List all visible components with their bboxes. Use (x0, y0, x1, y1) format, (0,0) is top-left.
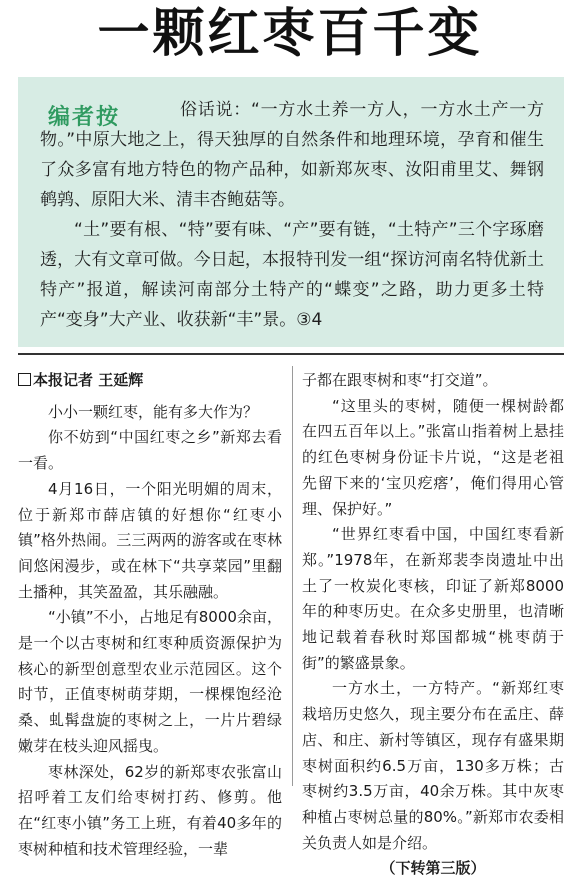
headline: 一颗红枣百千变 (97, 3, 483, 64)
column-rule (292, 366, 293, 786)
byline-box-icon (18, 373, 31, 386)
article-paragraph: “世界红枣看中国，中国红枣看新郑。”1978年，在新郑裴李岗遗址中出土了一枚炭化枣核，印证了新郑8000年的种枣历史。在众多史册里，也清晰地记载着春秋时郑国都城“桃枣荫于街”的繁盛景象。 (302, 525, 564, 672)
article-paragraph: “小镇”不小，占地足有8000余亩，是一个以古枣树和红枣种质资源保护为核心的新型创意型农业示范园区。这个时节，正值枣树萌芽期，一棵棵饱经沧桑、虬髯盘旋的枣树之上，一片片碧绿嫩芽在枝头迎风摇曳。 (18, 608, 282, 755)
editor-note-box (18, 77, 564, 347)
article-paragraph: “这里头的枣树，随便一棵树龄都在四五百年以上。”张富山指着树上悬挂的红色枣树身份证卡片说，“这是老祖先留下来的‘宝贝疙瘩’，俺们得用心管理、保护好。” (302, 396, 564, 518)
article-paragraph: 你不妨到“中国红枣之乡”新郑去看一看。 (18, 428, 282, 473)
continue-note: （下转第三版） (380, 859, 486, 878)
byline (18, 368, 282, 394)
article-column-left (18, 368, 282, 862)
editor-note-paragraph-2: “土”要有根、“特”要有味、“产”要有链，“土特产”三个字琢磨透，大有文章可做。今日起，本报特刊发一组“探访河南名特优新土特产”报道，解读河南部分土特产的“蝶变”之路，助力更多土特产“变身”大产业、收获新“丰”景。③4 (40, 220, 544, 330)
article-paragraph: 小小一颗红枣，能有多大作为？ (48, 402, 259, 421)
article-paragraph: 4月16日，一个阳光明媚的周末，位于新郑市薛店镇的好想你“红枣小镇”格外热闹。三三两两的游客或在枣林间悠闲漫步，或在林下“共享菜园”里翻土播种，其笑盈盈，其乐融融。 (18, 479, 282, 601)
byline-text: 本报记者 王延辉 (33, 371, 144, 389)
article-paragraph: 枣林深处，62岁的新郑枣农张富山招呼着工友们给枣树打药、修剪。他在“红枣小镇”务工上班，有着40多年的枣树种植和技术管理经验，一辈 (18, 762, 282, 858)
editor-note-paragraph-1: 俗话说：“一方水土养一方人，一方水土产一方物。”中原大地之上，得天独厚的自然条件和地理环境，孕育和催生了众多富有地方特色的物产品种，如新郑灰枣、汝阳甫里艾、舞钢鹌鹑、原阳大米、清丰杏鲍菇等。 (40, 100, 544, 210)
article-paragraph: 一方水土，一方特产。“新郑红枣栽培历史悠久，现主要分布在孟庄、薛店、和庄、新村等镇区，现存有盛果期枣树面积约6.5万亩，130多万株；古枣树约3.5万亩，40余万株。其中灰枣种植占枣树总量的80%。”新郑市农委相关负责人如是介绍。 (302, 679, 564, 852)
editor-note-label: 编者按 (48, 105, 121, 130)
article-paragraph: 子都在跟枣树和枣“打交道”。 (302, 371, 498, 389)
article-column-right (302, 368, 564, 882)
section-divider (18, 353, 564, 355)
